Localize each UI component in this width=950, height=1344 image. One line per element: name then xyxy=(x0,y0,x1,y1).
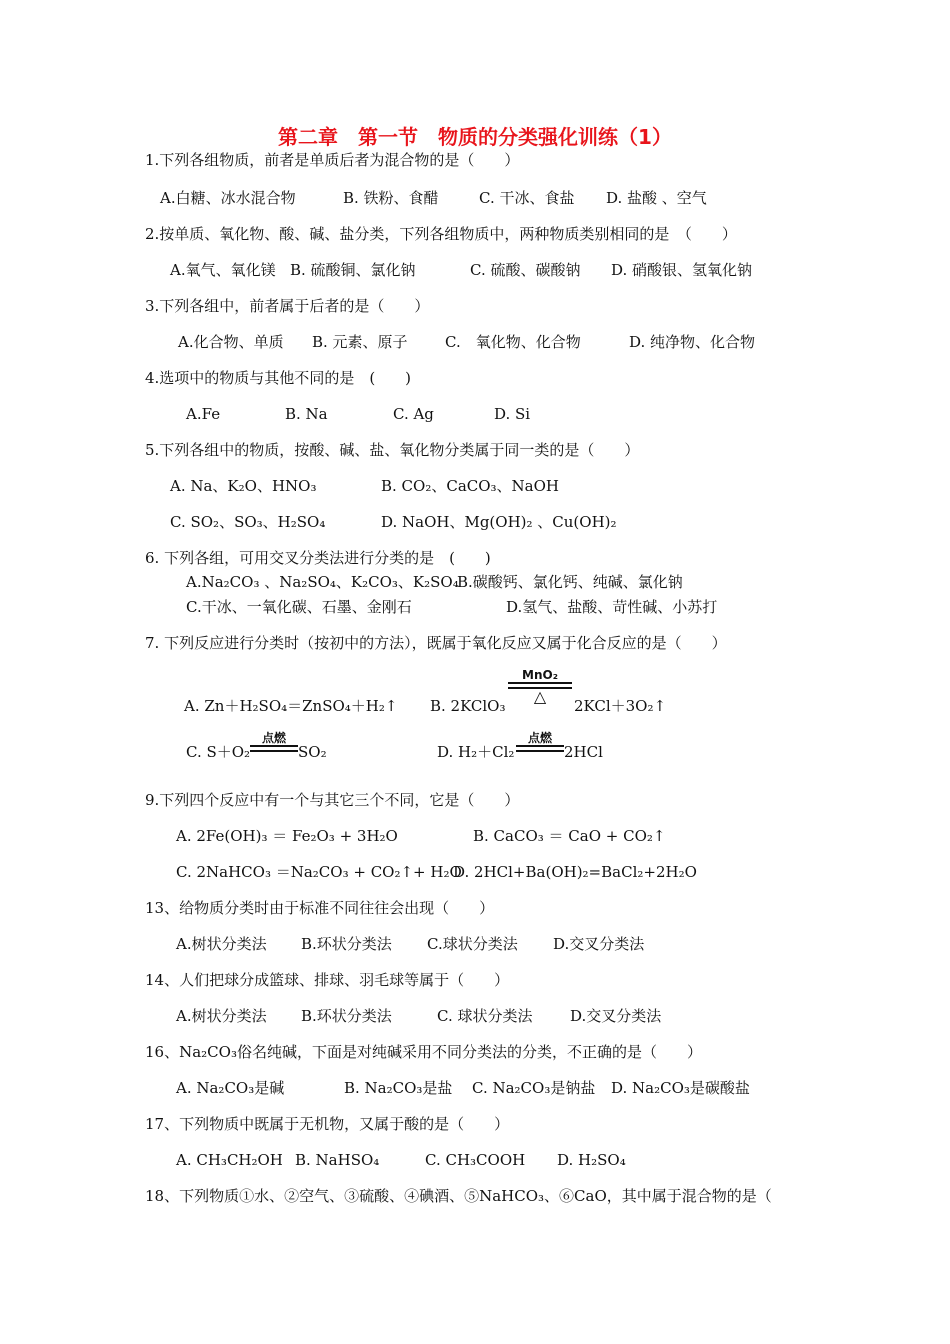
question-9-option-c: C. 2NaHCO₃ ＝Na₂CO₃ + CO₂↑+ H₂O xyxy=(176,863,462,881)
question-6-option-a: A.Na₂CO₃ 、Na₂SO₄、K₂CO₃、K₂SO₄ xyxy=(186,573,459,591)
question-9-stem: 9.下列四个反应中有一个与其它三个不同，它是（ ） xyxy=(145,791,520,809)
question-4-option-d: D. Si xyxy=(494,405,531,423)
question-7-option-d-reactant: D. H₂＋Cl₂ xyxy=(437,743,515,761)
question-16-option-c: C. Na₂CO₃是钠盐 xyxy=(472,1079,596,1097)
question-7-stem: 7. 下列反应进行分类时（按初中的方法），既属于氧化反应又属于化合反应的是（ ） xyxy=(145,634,727,652)
equals-sign xyxy=(250,745,298,752)
question-1-option-a: A.白糖、冰水混合物 xyxy=(160,189,296,207)
question-17-option-d: D. H₂SO₄ xyxy=(557,1151,626,1169)
question-3-option-c: C. 氧化物、化合物 xyxy=(445,333,581,351)
question-4-option-c: C. Ag xyxy=(393,405,434,423)
ignite-label: 点燃 xyxy=(261,731,286,745)
question-7-option-c-condition xyxy=(250,731,298,752)
question-2-stem: 2.按单质、氧化物、酸、碱、盐分类，下列各组物质中，两种物质类别相同的是 （ ） xyxy=(145,225,737,243)
question-5-option-b: B. CO₂、CaCO₃、NaOH xyxy=(381,477,560,495)
question-13-option-a: A.树状分类法 xyxy=(176,935,267,953)
question-6-stem: 6. 下列各组，可用交叉分类法进行分类的是 ( ) xyxy=(145,549,491,567)
question-17-stem: 17、下列物质中既属于无机物，又属于酸的是（ ） xyxy=(145,1115,510,1133)
question-14-option-c: C. 球状分类法 xyxy=(437,1007,533,1025)
question-4-stem: 4.选项中的物质与其他不同的是 ( ) xyxy=(145,369,412,387)
question-3-stem: 3.下列各组中，前者属于后者的是（ ） xyxy=(145,297,430,315)
question-14-option-b: B.环状分类法 xyxy=(301,1007,392,1025)
question-3-option-d: D. 纯净物、化合物 xyxy=(629,333,756,351)
question-7-option-b-condition xyxy=(508,668,572,705)
question-7-option-c-reactant: C. S＋O₂ xyxy=(186,743,251,761)
question-6-option-b: B.碳酸钙、氯化钙、纯碱、氯化钠 xyxy=(457,573,683,591)
question-5-option-d: D. NaOH、Mg(OH)₂ 、Cu(OH)₂ xyxy=(381,513,617,531)
question-5-option-a: A. Na、K₂O、HNO₃ xyxy=(170,477,317,495)
page-title: 第二章 第一节 物质的分类强化训练（1） xyxy=(278,125,672,149)
question-6-option-c: C.干冰、一氧化碳、石墨、金刚石 xyxy=(186,598,412,616)
question-13-option-b: B.环状分类法 xyxy=(301,935,392,953)
question-1-option-b: B. 铁粉、食醋 xyxy=(343,189,439,207)
question-7-option-a: A. Zn＋H₂SO₄＝ZnSO₄＋H₂↑ xyxy=(184,697,398,715)
question-5-option-c: C. SO₂、SO₃、H₂SO₄ xyxy=(170,513,326,531)
question-1-option-c: C. 干冰、食盐 xyxy=(479,189,575,207)
question-2-option-d: D. 硝酸银、氢氧化钠 xyxy=(611,261,753,279)
question-13-option-c: C.球状分类法 xyxy=(427,935,518,953)
question-17-option-c: C. CH₃COOH xyxy=(425,1151,526,1169)
question-13-option-d: D.交叉分类法 xyxy=(553,935,645,953)
question-14-option-a: A.树状分类法 xyxy=(176,1007,267,1025)
question-2-option-a: A.氧气、氧化镁 xyxy=(170,261,276,279)
question-2-option-c: C. 硫酸、碳酸钠 xyxy=(470,261,581,279)
question-6-option-d: D.氢气、盐酸、苛性碱、小苏打 xyxy=(506,598,718,616)
question-4-option-a: A.Fe xyxy=(186,405,221,423)
question-16-stem: 16、Na₂CO₃俗名纯碱，下面是对纯碱采用不同分类法的分类，不正确的是（ ） xyxy=(145,1043,702,1061)
question-1-stem: 1.下列各组物质，前者是单质后者为混合物的是（ ） xyxy=(145,151,520,169)
question-16-option-d: D. Na₂CO₃是碳酸盐 xyxy=(611,1079,750,1097)
question-9-option-a: A. 2Fe(OH)₃ ＝ Fe₂O₃ + 3H₂O xyxy=(176,827,398,845)
question-13-stem: 13、给物质分类时由于标准不同往往会出现（ ） xyxy=(145,899,495,917)
question-9-option-b: B. CaCO₃ ＝ CaO + CO₂↑ xyxy=(473,827,666,845)
question-7-option-d-condition xyxy=(516,731,564,752)
question-14-stem: 14、人们把球分成篮球、排球、羽毛球等属于（ ） xyxy=(145,971,510,989)
question-5-stem: 5.下列各组中的物质，按酸、碱、盐、氧化物分类属于同一类的是（ ） xyxy=(145,441,640,459)
question-9-option-d: D. 2HCl+Ba(OH)₂=BaCl₂+2H₂O xyxy=(453,863,697,881)
question-17-option-b: B. NaHSO₄ xyxy=(295,1151,380,1169)
catalyst-label: MnO₂ xyxy=(522,668,558,682)
question-18-stem: 18、下列物质①水、②空气、③硫酸、④碘酒、⑤NaHCO₃、⑥CaO，其中属于混合物的是（ xyxy=(145,1187,772,1205)
heat-symbol: △ xyxy=(533,687,547,706)
equals-sign xyxy=(516,745,564,752)
question-14-option-d: D.交叉分类法 xyxy=(570,1007,662,1025)
question-16-option-a: A. Na₂CO₃是碱 xyxy=(176,1079,285,1097)
question-7-option-d-product: 2HCl xyxy=(564,743,603,761)
question-7-option-b-reactant: B. 2KClO₃ xyxy=(430,697,506,715)
question-1-option-d: D. 盐酸 、空气 xyxy=(606,189,707,207)
question-2-option-b: B. 硫酸铜、氯化钠 xyxy=(290,261,416,279)
question-3-option-a: A.化合物、单质 xyxy=(178,333,284,351)
question-3-option-b: B. 元素、原子 xyxy=(312,333,408,351)
question-4-option-b: B. Na xyxy=(285,405,328,423)
question-7-option-c-product: SO₂ xyxy=(298,743,327,761)
ignite-label: 点燃 xyxy=(527,731,552,745)
question-16-option-b: B. Na₂CO₃是盐 xyxy=(344,1079,453,1097)
question-7-option-b-product: 2KCl＋3O₂↑ xyxy=(574,697,667,715)
question-17-option-a: A. CH₃CH₂OH xyxy=(176,1151,283,1169)
